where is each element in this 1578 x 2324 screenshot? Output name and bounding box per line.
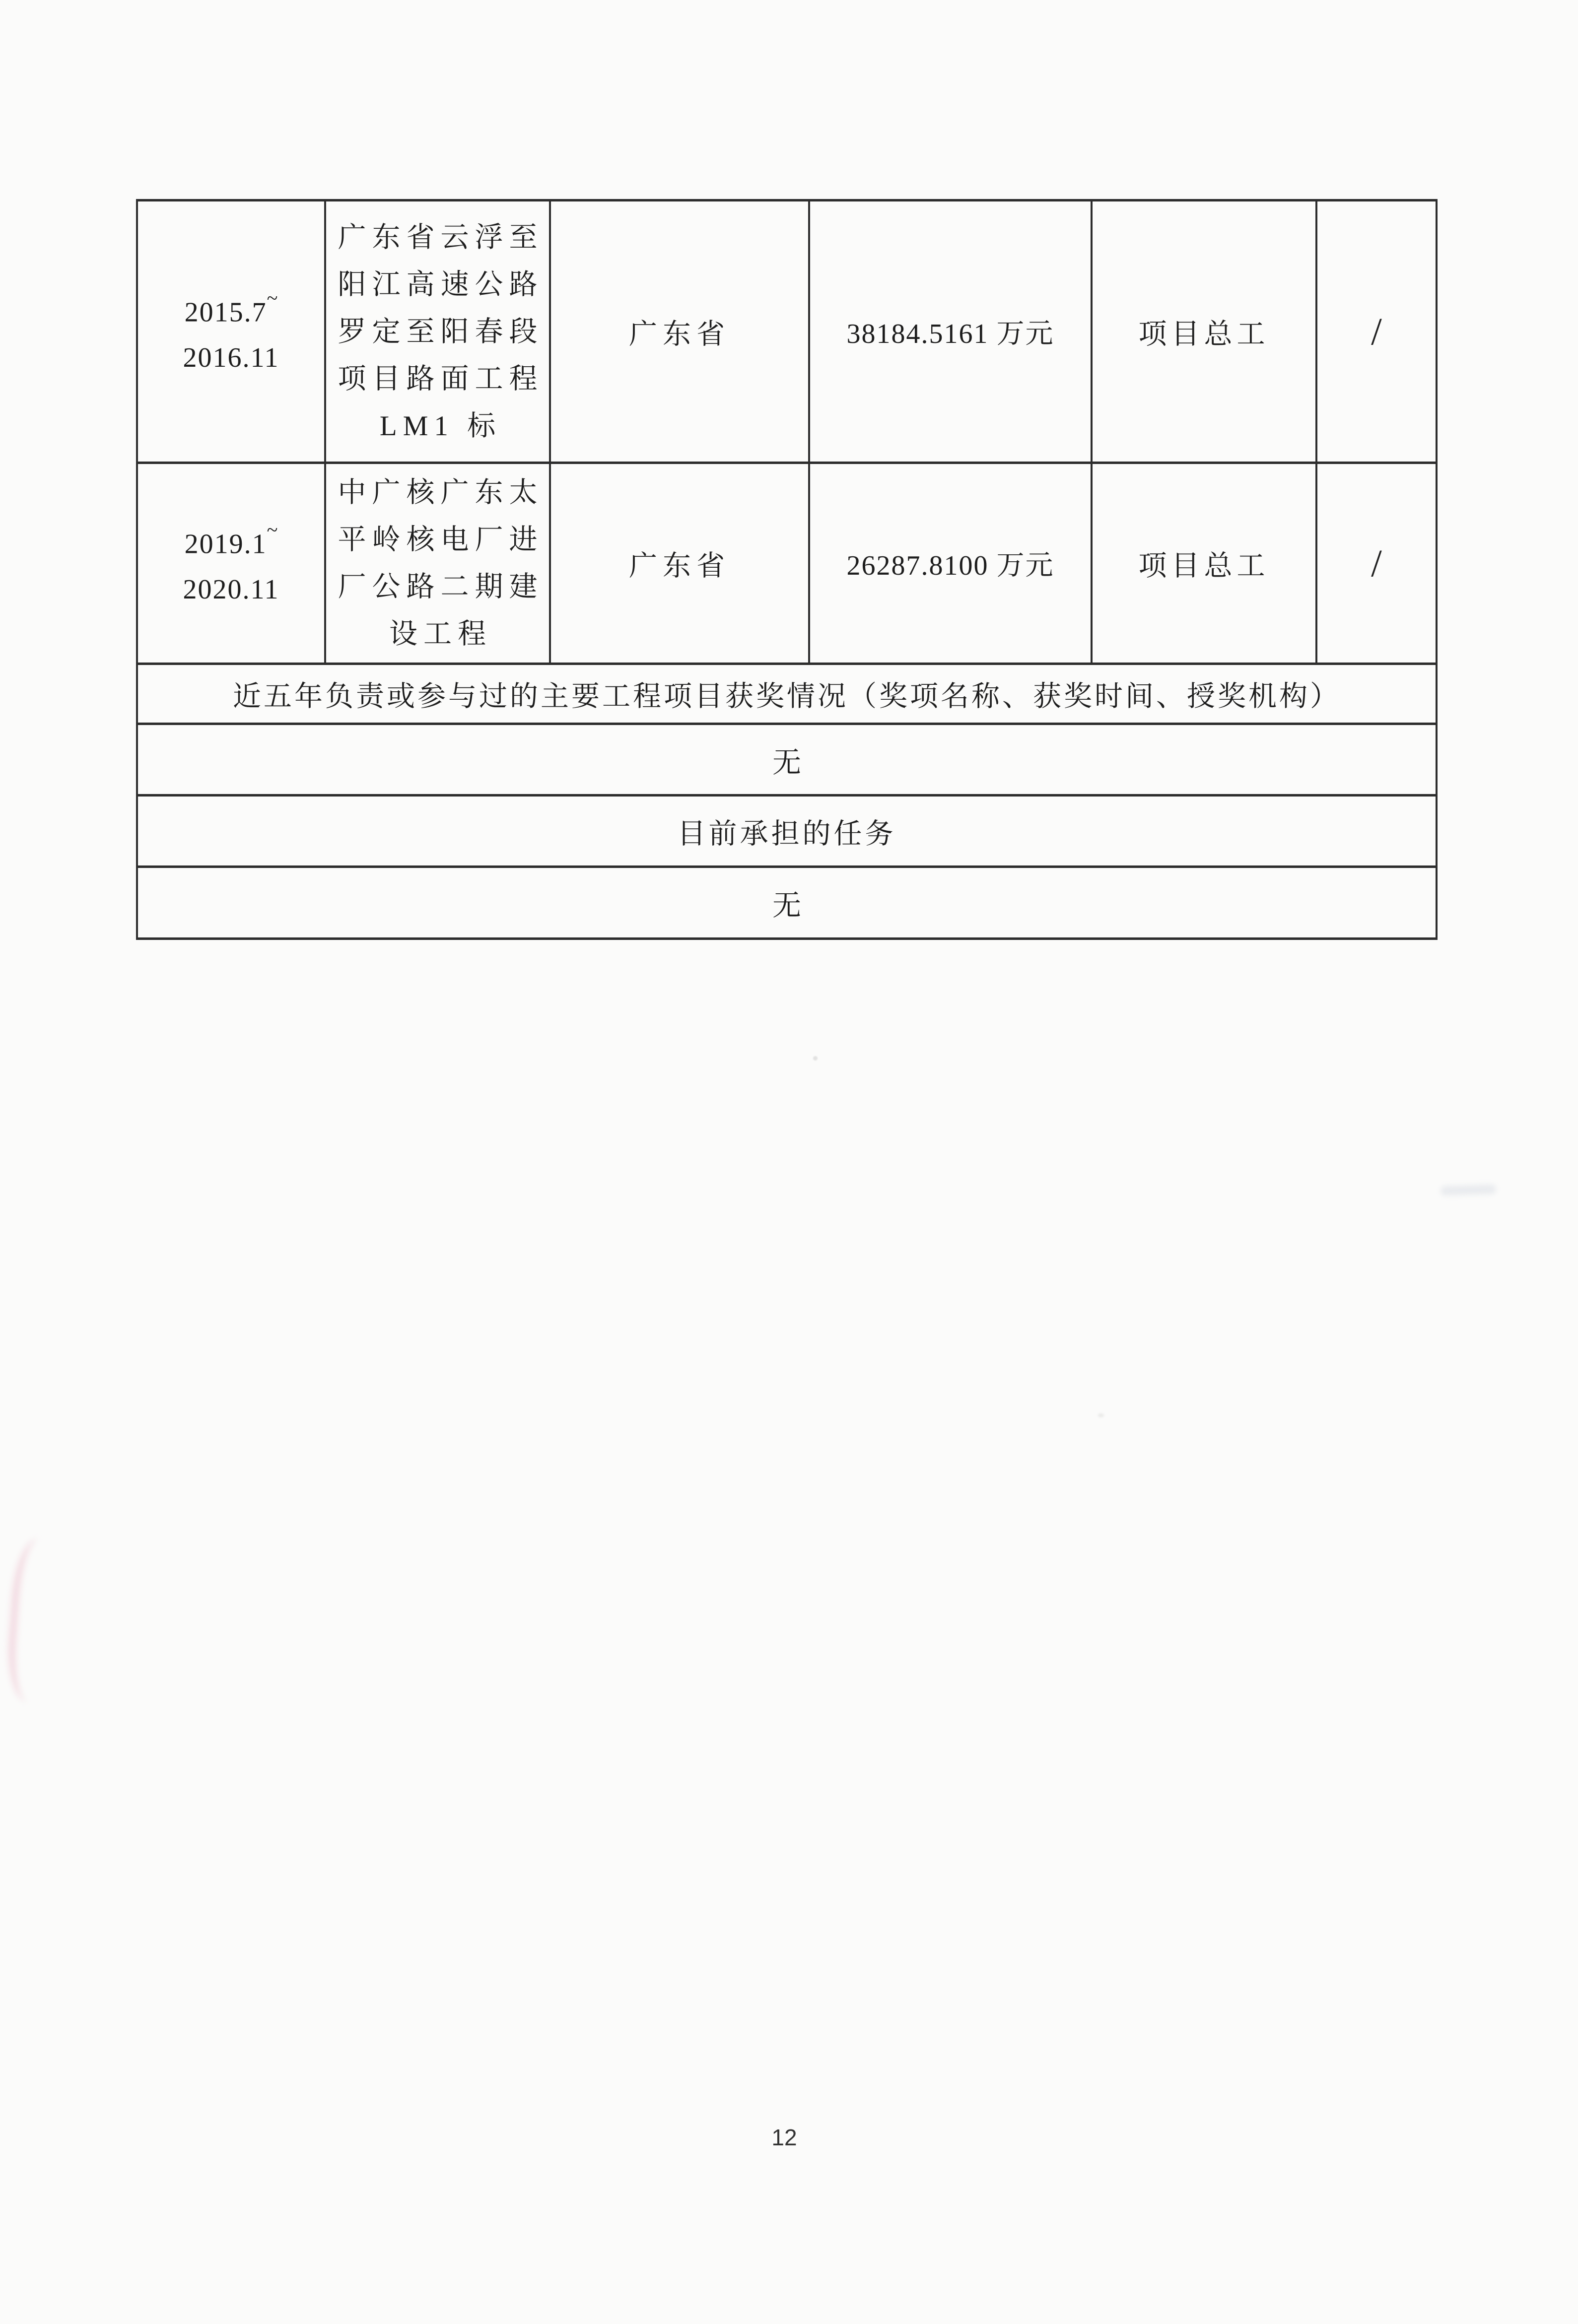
current-task-header-row <box>137 796 1437 867</box>
period-end-line: 2016.11 <box>183 342 279 374</box>
project-name-line: 广东省云浮至 <box>338 221 544 253</box>
project-name-cell <box>325 463 550 664</box>
projects-table <box>136 199 1438 940</box>
tilde-mark: ~ <box>267 286 278 309</box>
amount-cell: 38184.5161 万元 <box>809 200 1092 463</box>
role-cell: 项目总工 <box>1092 200 1316 463</box>
note-cell: / <box>1316 200 1437 463</box>
project-name-cell <box>325 200 550 463</box>
location-cell: 广东省 <box>550 463 809 664</box>
awards-value-row <box>137 724 1437 796</box>
current-task-header-cell: 目前承担的任务 <box>137 796 1437 867</box>
awards-value-cell: 无 <box>137 724 1437 796</box>
period-cell <box>137 463 325 664</box>
location-cell: 广东省 <box>550 200 809 463</box>
period-start-line: 2019.1~ <box>184 518 278 560</box>
project-name-line: 厂公路二期建 <box>338 571 544 602</box>
project-name-line: LM1 标 <box>379 410 502 442</box>
project-name-line: 设工程 <box>389 618 492 650</box>
project-name-line: 罗定至阳春段 <box>338 316 544 347</box>
project-row-2 <box>137 463 1437 664</box>
scan-scuff-mark <box>4 1537 64 1704</box>
period-end-line: 2020.11 <box>183 574 279 605</box>
awards-header-row <box>137 664 1437 724</box>
scan-smudge <box>1441 1184 1497 1196</box>
current-task-value-cell: 无 <box>137 867 1437 939</box>
current-task-value-row <box>137 867 1437 939</box>
tilde-mark: ~ <box>267 518 278 541</box>
period-start-line: 2015.7~ <box>184 286 278 328</box>
role-cell: 项目总工 <box>1092 463 1316 664</box>
project-name-line: 项目路面工程 <box>338 363 544 395</box>
project-row-1 <box>137 200 1437 463</box>
project-name-line: 平岭核电厂进 <box>338 524 544 555</box>
scan-speck <box>813 1056 818 1061</box>
page-number: 12 <box>771 2125 797 2150</box>
project-name-line: 阳江高速公路 <box>338 268 544 300</box>
note-cell: / <box>1316 463 1437 664</box>
scan-speck <box>1098 1413 1104 1417</box>
project-name-line: 中广核广东太 <box>338 477 544 508</box>
awards-header-cell: 近五年负责或参与过的主要工程项目获奖情况（奖项名称、获奖时间、授奖机构） <box>137 664 1437 724</box>
amount-cell: 26287.8100 万元 <box>809 463 1092 664</box>
period-cell <box>137 200 325 463</box>
